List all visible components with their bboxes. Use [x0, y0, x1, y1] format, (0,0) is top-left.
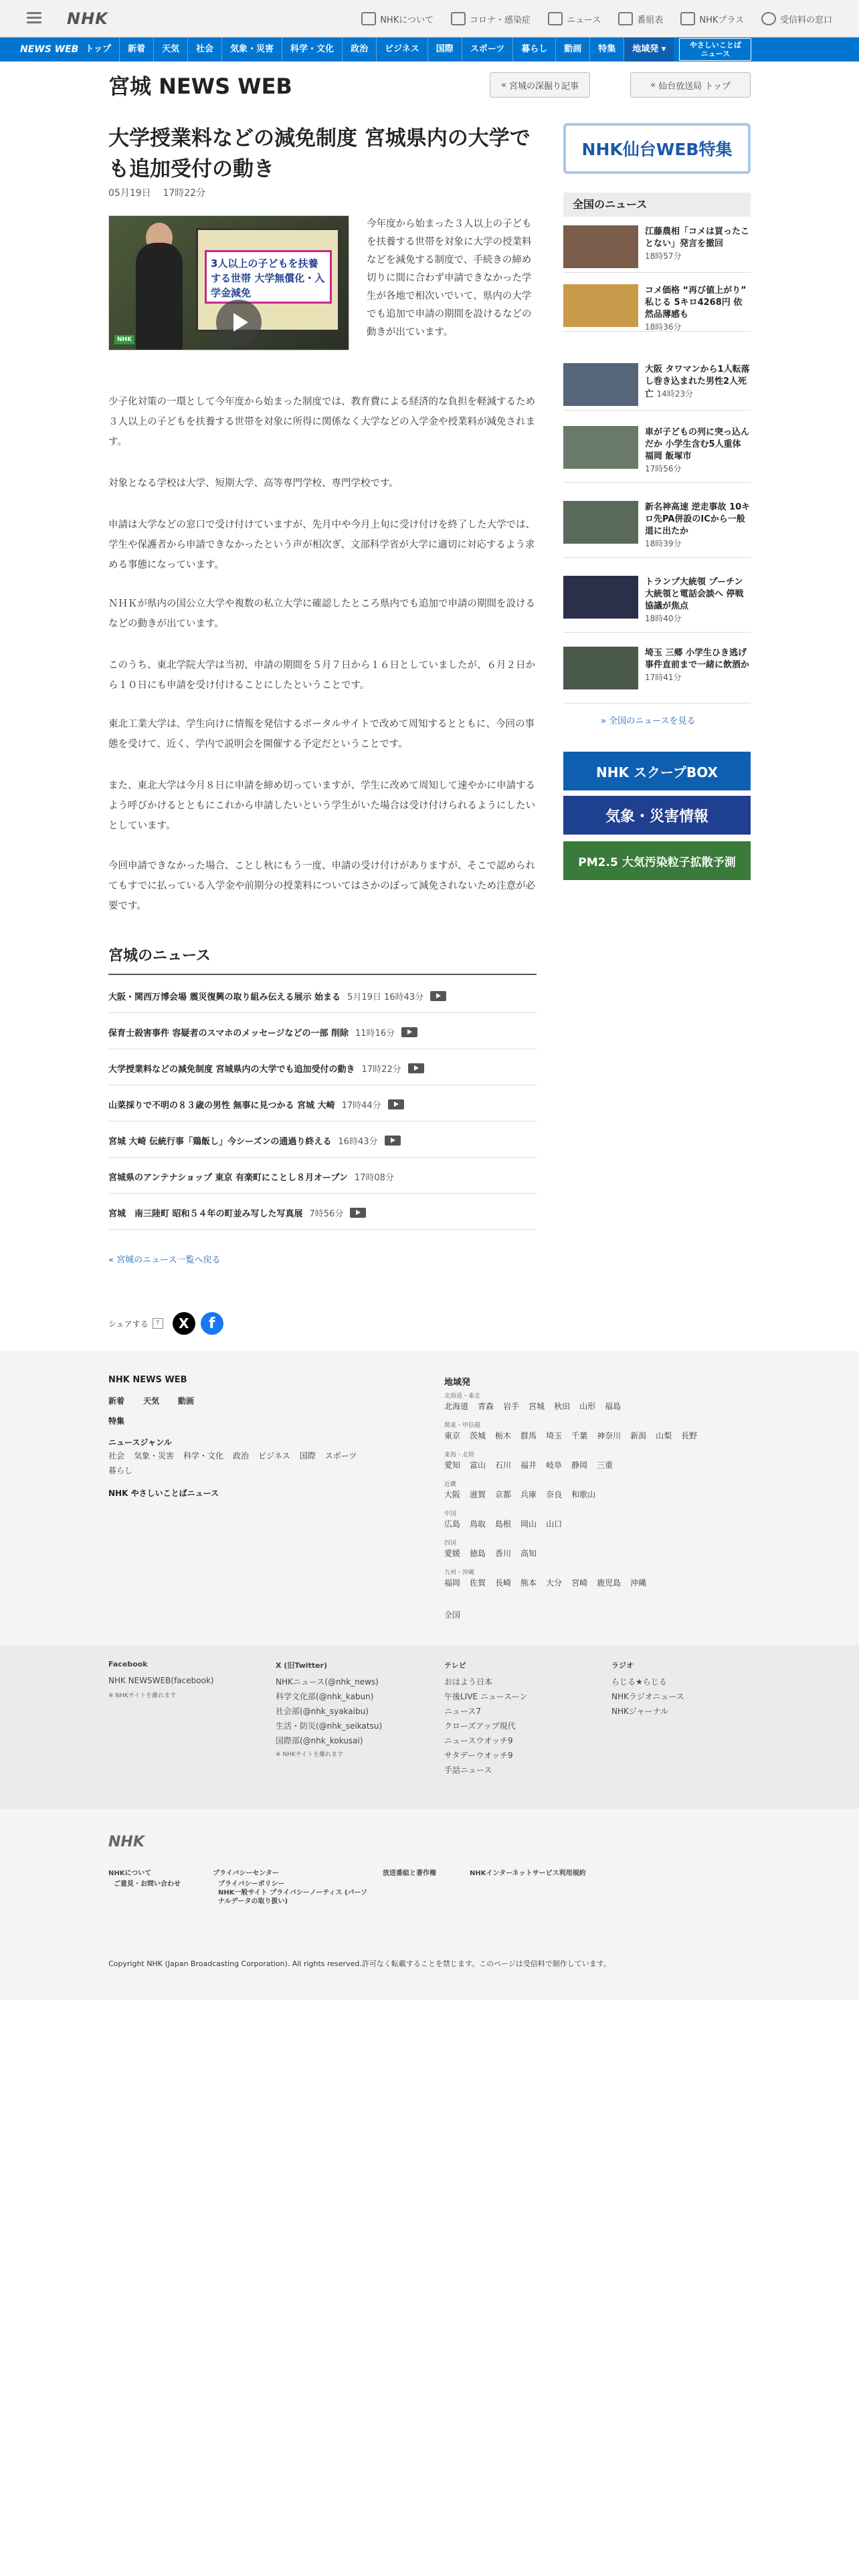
side-news-item[interactable]: 新名神高速 逆走事故 10キロ先PA併設のICから一般道に出たか 18時39分 [563, 496, 751, 558]
region-link[interactable]: 高知 [520, 1549, 537, 1558]
region-link[interactable]: 福島 [605, 1402, 622, 1411]
nav-sports[interactable]: スポーツ [462, 37, 513, 62]
nav-disaster[interactable]: 気象・災害 [222, 37, 282, 62]
about-link[interactable]: NHKについて [361, 12, 434, 25]
footer-news-web[interactable]: NHK NEWS WEB [108, 1375, 187, 1385]
share-label: シェアする [108, 1319, 149, 1329]
national-news-heading: 全国のニュース [563, 193, 751, 217]
region-link[interactable]: 奈良 [546, 1490, 563, 1499]
article-lead: 今年度から始まった３人以上の子どもを扶養する世帯を対象に大学の授業料などを減免する制度で、手続きの締め切りに間に合わず申請できなかった学生が各地で相次いでいて、県内の大学でも追加で申請の期間を設けるなどの動きが出ています。 [367, 219, 532, 338]
article-paragraph: 東北工業大学は、学生向けに情報を発信するポータルサイトで改めて周知するとともに、今回の事態を受けて、近く、学内で説明会を開催する予定だということです。 [108, 719, 535, 750]
article-title: 大学授業料などの減免制度 宮城県内の大学でも追加受付の動き [108, 126, 531, 181]
news-thumbnail [563, 501, 638, 544]
news-thumbnail [563, 426, 638, 469]
person-figure [136, 243, 183, 350]
region-group-label: 四国 [444, 1540, 457, 1547]
region-link[interactable]: 愛媛 [444, 1549, 461, 1558]
footer-link[interactable]: 社会 [108, 1451, 125, 1461]
region-link[interactable]: 山形 [579, 1402, 596, 1411]
region-link[interactable]: 福岡 [444, 1578, 461, 1588]
external-note: ※ NHKサイトを離れます [276, 1751, 344, 1758]
nav-international[interactable]: 国際 [428, 37, 462, 62]
region-link[interactable]: 鳥取 [470, 1519, 486, 1529]
all-news-link[interactable]: » 全国のニュースを見る [601, 716, 696, 726]
tv-link[interactable]: クローズアップ現代 [444, 1721, 516, 1731]
article-paragraph: また、東北大学は今月８日に申請を締め切っていますが、学生に改めて周知して速やかに申請するよう呼びかけるとともにこれから申請したいという学生がいた場合は受け付けられるようにしたいとしています。 [108, 780, 535, 831]
news-thumbnail [563, 225, 638, 268]
region-link[interactable]: 埼玉 [546, 1431, 563, 1440]
region-link[interactable]: 宮崎 [571, 1578, 588, 1588]
region-link[interactable]: 大阪 [444, 1490, 461, 1499]
region-link[interactable]: 秋田 [554, 1402, 571, 1411]
play-icon[interactable] [216, 300, 262, 345]
list-item[interactable]: 保育士殺害事件 容疑者のスマホのメッセージなどの一部 削除 11時16分 [108, 1016, 537, 1049]
top-bar [0, 0, 859, 37]
article-paragraph: 申請は大学などの窓口で受け付けていますが、先月中や今月上旬に受け付けを終了した大学では、学生や保護者から申請できなかったという声が相次ぎ、文部科学省が大学に適切に対応するよう求める事態になっています。 [108, 520, 535, 570]
footer-link[interactable]: スポーツ [324, 1451, 357, 1461]
station-top-button[interactable]: « 仙台放送局 トップ [630, 72, 751, 98]
x-link[interactable]: 社会部(@nhk_syakaibu) [276, 1707, 369, 1716]
local-news-title: 宮城のニュース [108, 948, 211, 964]
video-icon [408, 1063, 424, 1073]
nav-feature[interactable]: 特集 [590, 37, 624, 62]
privacy-policy-link[interactable]: プライバシーポリシー [218, 1881, 285, 1888]
region-link[interactable]: 広島 [444, 1519, 461, 1529]
news-thumbnail [563, 576, 638, 619]
article-paragraph: 対象となる学校は大学、短期大学、高等専門学校、専門学校です。 [108, 478, 399, 489]
easy-news-link[interactable]: NHK やさしいことばニュース [108, 1489, 219, 1498]
region-link[interactable]: 茨城 [470, 1431, 486, 1440]
side-news-item[interactable]: 車が子どもの列に突っ込んだか 小学生含む5人重体 福岡 飯塚市 17時56分 [563, 421, 751, 483]
news-thumbnail [563, 647, 638, 689]
footer-link[interactable]: 動画 [178, 1396, 195, 1406]
video-icon [401, 1027, 417, 1037]
radio-link[interactable]: NHKジャーナル [611, 1707, 669, 1716]
top-links [361, 0, 832, 37]
region-link[interactable]: 熊本 [520, 1578, 537, 1588]
footer-link[interactable]: ビジネス [258, 1451, 290, 1461]
footer-nav [0, 1351, 859, 1645]
facebook-link[interactable]: NHK NEWSWEB(facebook) [108, 1676, 214, 1685]
easy-news-button[interactable]: やさしいことば ニュース [679, 38, 751, 61]
receipt-icon [761, 12, 776, 25]
calendar-icon [618, 12, 633, 25]
side-news-item[interactable]: トランプ大統領 プーチン大統領と電話会談へ 停戦協議が焦点 18時40分 [563, 571, 751, 633]
article-date: 05月19日 17時22分 [108, 188, 206, 199]
nav-business[interactable]: ビジネス [377, 37, 428, 62]
pm25-banner[interactable]: PM2.5 大気汚染粒子拡散予測 [563, 841, 751, 880]
region-link[interactable]: 福井 [520, 1461, 537, 1470]
virus-icon [451, 12, 466, 25]
external-note: ※ NHKサイトを離れます [108, 1693, 177, 1699]
region-link[interactable]: 佐賀 [470, 1578, 486, 1588]
divider [108, 974, 537, 975]
program-link[interactable]: 番組表 [618, 12, 663, 25]
video-icon [350, 1208, 366, 1218]
page-title: 宮城 NEWS WEB [108, 74, 292, 99]
tv-link[interactable]: サタデーウオッチ9 [444, 1751, 513, 1760]
footer-link[interactable]: 国際 [299, 1451, 316, 1461]
region-link[interactable]: 島根 [495, 1519, 512, 1529]
footer-social [0, 1645, 859, 1809]
article-paragraph: このうち、東北学院大学は当初、申請の期間を５月７日から１６日としていましたが、６月２日から１０日にも申請を受け付けることにしたということです。 [108, 660, 535, 691]
region-link[interactable]: 新潟 [630, 1431, 647, 1440]
region-link[interactable]: 北海道 [444, 1402, 469, 1411]
region-group-label: 近畿 [444, 1481, 457, 1488]
article-video-thumbnail[interactable] [108, 215, 349, 350]
nhkplus-link[interactable]: NHKプラス [680, 12, 744, 25]
region-link[interactable]: 岩手 [503, 1402, 520, 1411]
back-to-list-link[interactable]: « 宮城のニュース一覧へ戻る [108, 1255, 221, 1265]
news-link[interactable]: ニュース [548, 12, 601, 25]
footer-link[interactable]: 特集 [108, 1416, 125, 1426]
region-link[interactable]: 和歌山 [571, 1490, 596, 1499]
video-icon [388, 1099, 404, 1109]
list-item[interactable]: 宮城 大崎 伝統行事「鶏飯し」今シーズンの通過り終える 16時43分 [108, 1124, 537, 1158]
region-link[interactable]: 沖縄 [630, 1578, 647, 1588]
region-group-label: 北海道・東北 [444, 1393, 481, 1400]
nav-top[interactable]: トップ [85, 37, 120, 62]
video-icon [430, 991, 446, 1001]
region-group-label: 関東・甲信越 [444, 1422, 481, 1429]
region-link[interactable]: 山梨 [656, 1431, 672, 1440]
nhk-icon [361, 12, 376, 25]
terms-link[interactable]: NHKインターネットサービス利用規約 [470, 1870, 586, 1877]
article-paragraph: ＮＨＫが県内の国公立大学や複数の私立大学に確認したところ県内でも追加で申請の期間を設けるなどの動きが出ています。 [108, 599, 535, 629]
region-link[interactable]: 鹿児島 [597, 1578, 622, 1588]
x-heading: X (旧Twitter) [276, 1661, 327, 1670]
article-paragraph: 少子化対策の一環として今年度から始まった制度では、教育費による経済的な負担を軽減するため３人以上の子どもを扶養する世帯を対象に所得に関係なく大学などの入学金や授業料が減免されます。 [108, 397, 535, 447]
region-link[interactable]: 徳島 [470, 1549, 486, 1558]
footer-link[interactable]: 暮らし [108, 1466, 133, 1475]
side-news-item[interactable]: 埼玉 三郷 小学生ひき逃げ 事件直前まで一緒に飲酒か 17時41分 [563, 642, 751, 704]
news-thumbnail [563, 284, 638, 327]
list-item[interactable]: 山菜採りで不明の８３歳の男性 無事に見つかる 宮城 大崎 17時44分 [108, 1088, 537, 1121]
radio-link[interactable]: NHKラジオニュース [611, 1692, 684, 1701]
region-link[interactable]: 香川 [495, 1549, 512, 1558]
feature-button[interactable]: « 宮城の深掘り記事 [490, 72, 590, 98]
about-nhk-link[interactable]: NHKについて [108, 1870, 152, 1877]
list-item[interactable]: 大学授業料などの減免制度 宮城県内の大学でも追加受付の動き 17時22分 [108, 1052, 537, 1085]
region-link[interactable]: 山口 [546, 1519, 563, 1529]
region-link[interactable]: 三重 [597, 1461, 613, 1470]
share-bar [108, 1312, 223, 1335]
region-link[interactable]: 宮城 [529, 1402, 545, 1411]
region-link[interactable]: 長野 [681, 1431, 698, 1440]
global-nav [0, 37, 859, 62]
region-link[interactable]: 大分 [546, 1578, 563, 1588]
nav-weather[interactable]: 天気 [154, 37, 188, 62]
tv-link[interactable]: ニュースウオッチ9 [444, 1736, 513, 1745]
tv-heading: テレビ [444, 1661, 466, 1670]
region-link[interactable]: 石川 [495, 1461, 512, 1470]
footer-link[interactable]: 天気 [143, 1396, 160, 1406]
fee-link[interactable]: 受信料の窓口 [761, 12, 832, 25]
corona-link[interactable]: コロナ・感染症 [451, 12, 531, 25]
side-news-item[interactable]: コメ価格 “再び値上がり” 私じる 5キロ4268円 依然品薄感も 18時36分 [563, 280, 751, 332]
region-link[interactable]: 滋賀 [470, 1490, 486, 1499]
region-link-zenkoku[interactable]: 全国 [444, 1610, 461, 1620]
sendai-feature-banner[interactable]: NHK仙台WEB特集 [563, 123, 751, 174]
privacy-notice-link[interactable]: NHK一般サイト プライバシーノーティス (パーソナルデータの取り扱い) [218, 1889, 368, 1905]
side-news-item[interactable]: 大阪 タワマンから1人転落し巻き込まれた男性2人死亡 14時23分 [563, 358, 751, 411]
nav-chihou[interactable]: 地域発 ▾ [624, 37, 674, 62]
tv-link[interactable]: おはよう日本 [444, 1677, 493, 1687]
news-thumbnail [563, 363, 638, 406]
nhk-watermark: NHK [114, 335, 134, 344]
nav-society[interactable]: 社会 [188, 37, 222, 62]
region-link[interactable]: 長崎 [495, 1578, 512, 1588]
weather-disaster-banner[interactable]: 気象・災害情報 [563, 796, 751, 835]
copyright: Copyright NHK (Japan Broadcasting Corporation). All rights reserved.許可なく転載することを禁じます。このページは受信料で制作しています。 [108, 1959, 611, 1968]
article-paragraph: 今回申請できなかった場合、ことし秋にもう一度、申請の受け付けがありますが、そこで認められてもすでに払っている入学金や前期分の授業料についてはさかのぼって減免されないため注意が必要です。 [108, 861, 536, 911]
footer-nhk-logo[interactable]: NHK [108, 1834, 145, 1850]
region-group-label: 東海・北陸 [444, 1452, 475, 1459]
menu-icon[interactable] [27, 9, 41, 24]
region-link[interactable]: 京都 [495, 1490, 512, 1499]
genre-heading: ニュースジャンル [108, 1438, 172, 1447]
footer-link[interactable]: 科学・文化 [183, 1451, 224, 1461]
tv-link[interactable]: 手話ニュース [444, 1765, 492, 1775]
image-caption: 3人以上の子どもを扶養する世帯 大学無償化・入学金減免 [205, 250, 332, 304]
region-link[interactable]: 青森 [478, 1402, 494, 1411]
nav-life[interactable]: 暮らし [513, 37, 556, 62]
footer-link[interactable]: 政治 [233, 1451, 250, 1461]
footer-link[interactable]: 新着 [108, 1396, 125, 1406]
region-group-label: 九州・沖縄 [444, 1570, 475, 1576]
footer-link[interactable]: 気象・災害 [134, 1451, 175, 1461]
plus-icon [680, 12, 695, 25]
region-link[interactable]: 静岡 [571, 1461, 588, 1470]
facebook-heading: Facebook [108, 1660, 148, 1669]
nhk-logo[interactable]: NHK [67, 9, 108, 28]
list-item[interactable]: 宮城県のアンテナショップ 東京 有楽町にことし８月オープン 17時08分 [108, 1160, 537, 1194]
nav-politics[interactable]: 政治 [343, 37, 377, 62]
scoop-box-banner[interactable]: NHK スクープBOX [563, 752, 751, 790]
nav-video[interactable]: 動画 [556, 37, 590, 62]
nav-new[interactable]: 新着 [120, 37, 154, 62]
x-link[interactable]: NHKニュース(@nhk_news) [276, 1677, 379, 1687]
region-link[interactable]: 千葉 [571, 1431, 588, 1440]
news-icon [548, 12, 563, 25]
x-link[interactable]: 科学文化部(@nhk_kabun) [276, 1692, 374, 1701]
x-link[interactable]: 国際部(@nhk_kokusai) [276, 1736, 363, 1745]
x-share-icon[interactable]: X [173, 1312, 195, 1335]
video-icon [385, 1136, 401, 1146]
region-link[interactable]: 兵庫 [520, 1490, 537, 1499]
list-item[interactable]: 宮城 南三陸町 昭和５４年の町並み写した写真展 7時56分 [108, 1196, 537, 1230]
region-link[interactable]: 愛知 [444, 1461, 461, 1470]
radio-link[interactable]: らじる★らじる [611, 1677, 667, 1687]
region-link[interactable]: 栃木 [495, 1431, 512, 1440]
region-link[interactable]: 富山 [470, 1461, 486, 1470]
region-link[interactable]: 岐阜 [546, 1461, 563, 1470]
nav-science[interactable]: 科学・文化 [282, 37, 343, 62]
region-heading: 地域発 [444, 1378, 471, 1388]
tv-link[interactable]: 午後LIVE ニュースーン [444, 1692, 528, 1701]
region-group-label: 中国 [444, 1511, 457, 1517]
news-web-brand[interactable]: NEWS WEB [20, 44, 79, 55]
copyright-program-link[interactable]: 放送番組と著作権 [383, 1870, 436, 1877]
region-link[interactable]: 群馬 [520, 1431, 537, 1440]
help-icon[interactable]: ? [153, 1318, 163, 1329]
tv-link[interactable]: ニュース7 [444, 1707, 482, 1716]
x-link[interactable]: 生活・防災(@nhk_seikatsu) [276, 1721, 383, 1731]
region-link[interactable]: 神奈川 [597, 1431, 622, 1440]
region-link[interactable]: 東京 [444, 1431, 461, 1440]
side-news-item[interactable]: 江藤農相「コメは買ったことない」発言を撤回 18時57分 [563, 221, 751, 273]
region-link[interactable]: 岡山 [520, 1519, 537, 1529]
radio-heading: ラジオ [611, 1661, 634, 1670]
list-item[interactable]: 大阪・関西万博会場 震災復興の取り組み伝える展示 始まる 5月19日 16時43分 [108, 980, 537, 1013]
privacy-center-link[interactable]: プライバシーセンター [213, 1870, 279, 1877]
contact-link[interactable]: ご意見・お問い合わせ [114, 1881, 181, 1888]
facebook-share-icon[interactable]: f [201, 1312, 223, 1335]
